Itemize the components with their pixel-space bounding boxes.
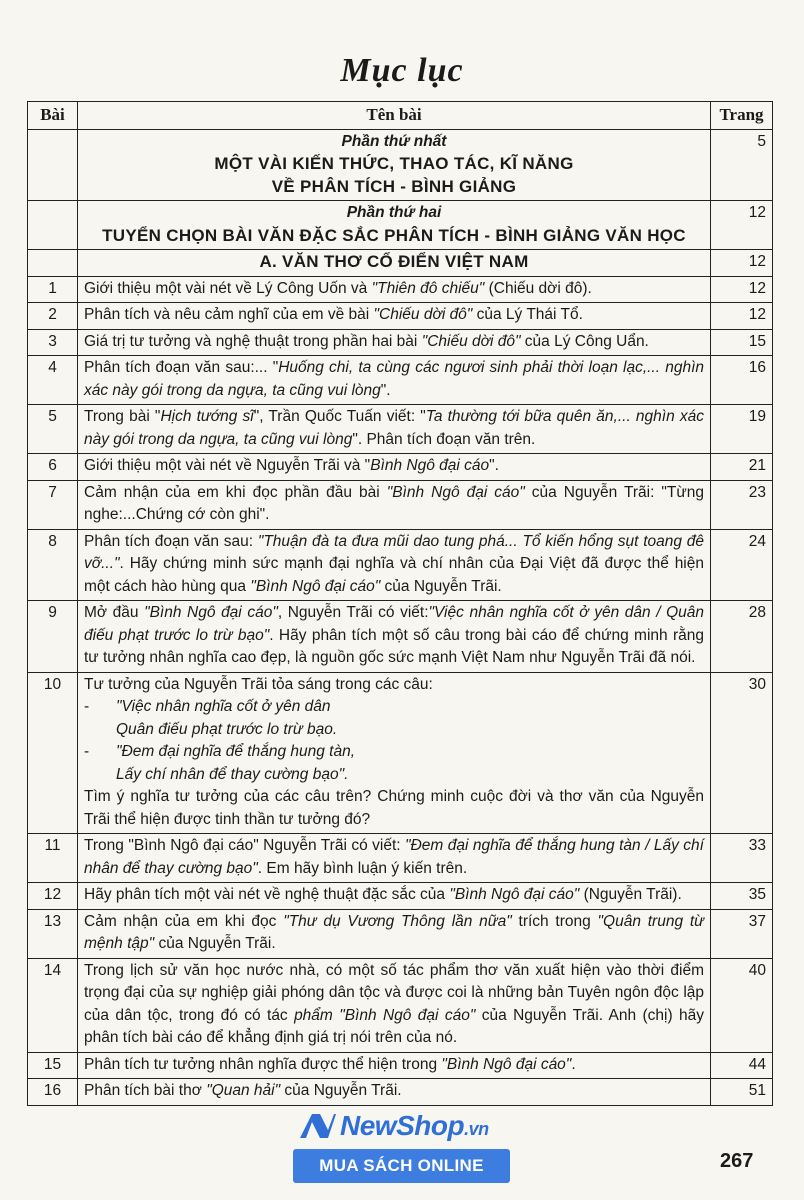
title-text: Trong bài " <box>84 408 161 425</box>
title-quote: "Chiếu dời đô" <box>421 332 521 350</box>
toc-row <box>28 1052 773 1079</box>
title-text: Phân tích đoạn văn sau:... " <box>84 359 279 376</box>
header-num: Bài <box>28 102 78 130</box>
title-text: Phân tích đoạn văn sau: <box>84 532 258 550</box>
section-page: 5 <box>711 129 773 201</box>
section-num <box>28 129 78 201</box>
title-text: Trong "Bình Ngô đại cáo" Nguyễn Trãi có viết: <box>84 837 406 854</box>
lesson-title <box>78 909 711 958</box>
title-quote: Ta thường tới bữa quên ăn,... nghìn xác này gói trong da ngựa, ta cũng vui lòng <box>84 408 704 448</box>
lesson-number: 9 <box>28 601 78 673</box>
title-quote: "Thư dụ Vương Thông lần nữa" <box>283 912 512 930</box>
lesson-number: 5 <box>28 405 78 454</box>
page-title: Mục lục <box>340 52 464 89</box>
title-text: Giới thiệu một vài nét về Nguyễn Trãi và " <box>84 457 371 474</box>
title-quote: "Bình Ngô đại cáo" <box>144 604 278 621</box>
lesson-page: 19 <box>711 405 773 454</box>
lesson-number: 10 <box>28 672 78 834</box>
lesson-number: 1 <box>28 276 78 303</box>
title-text: Phân tích tư tưởng nhân nghĩa được thể hiện trong <box>84 1055 442 1073</box>
title-text: . Hãy phân tích một số câu trong bài cáo để chứng minh rằng tư tưởng nhân nghĩa cao đẹp, là nguồn gốc sức mạnh Việt Nam như Nguyễn Trãi đã nói. <box>84 626 704 666</box>
title-quote: "Việc nhân nghĩa cốt ở yên dân <box>116 698 331 715</box>
title-text: (Nguyễn Trãi). <box>579 886 682 903</box>
lesson-title <box>78 276 711 303</box>
section-page: 12 <box>711 201 773 250</box>
lesson-page: 21 <box>711 454 773 481</box>
section-part-2 <box>78 201 711 250</box>
title-quote: Huống chi, ta cùng các ngươi sinh phải thời loạn lạc,... nghìn xác này gói trong da ngựa, ta cũng vui lòng <box>84 359 704 399</box>
toc-row <box>28 909 773 958</box>
section-heading: MỘT VÀI KIẾN THỨC, THAO TÁC, KĨ NĂNG <box>214 154 574 173</box>
lesson-page: 23 <box>711 480 773 529</box>
title-quote: Hịch tướng sĩ <box>160 408 254 425</box>
toc-row <box>28 883 773 910</box>
title-text: của Nguyễn Trãi. <box>380 577 502 595</box>
title-quote: phẩm "Bình Ngô đại cáo" <box>294 1006 476 1024</box>
lesson-title <box>78 834 711 883</box>
toc-row <box>28 454 773 481</box>
lesson-title <box>78 405 711 454</box>
lesson-page: 16 <box>711 356 773 405</box>
table-of-contents <box>27 101 773 1106</box>
section-row <box>28 201 773 250</box>
lesson-number: 3 <box>28 329 78 356</box>
toc-row <box>28 601 773 673</box>
lesson-page: 40 <box>711 958 773 1052</box>
section-part-label: Phần thứ hai <box>346 204 442 221</box>
section-heading: TUYỂN CHỌN BÀI VĂN ĐẶC SẮC PHÂN TÍCH - BÌNH GIẢNG VĂN HỌC <box>102 225 686 245</box>
section-num <box>28 250 78 277</box>
title-text: ". Phân tích đoạn văn trên. <box>352 430 536 448</box>
toc-row <box>28 405 773 454</box>
lesson-number: 7 <box>28 480 78 529</box>
lesson-number: 4 <box>28 356 78 405</box>
lesson-title <box>78 1052 711 1079</box>
bullet-dash: - <box>84 698 90 715</box>
title-text: của Nguyễn Trãi: "Từng nghe:...Chứng cớ còn ghi". <box>84 483 704 523</box>
title-text: ". <box>380 381 391 399</box>
title-text: Phân tích và nêu cảm nghĩ của em về bài <box>84 306 374 323</box>
title-quote: "Thiên đô chiếu" <box>371 279 485 297</box>
title-quote: "Bình Ngô đại cáo" <box>250 577 381 595</box>
section-row <box>28 129 773 201</box>
title-text: Giới thiệu một vài nét về Lý Công Uốn và <box>84 279 372 297</box>
title-text: (Chiếu dời đô). <box>484 279 592 297</box>
newshop-logo-icon <box>298 1112 336 1140</box>
subsection-heading <box>78 250 711 277</box>
title-text: Tìm ý nghĩa tư tưởng của các câu trên? Chứng minh cuộc đời và thơ văn của Nguyễn Trãi thể hiện được tinh thần tư tưởng đó? <box>84 788 704 828</box>
lesson-title <box>78 454 711 481</box>
title-quote: "Quân trung từ mệnh tập" <box>84 912 704 952</box>
title-text: . Em hãy bình luận ý kiến trên. <box>257 859 468 877</box>
toc-row <box>28 1079 773 1106</box>
lesson-title <box>78 883 711 910</box>
buy-online-button[interactable]: MUA SÁCH ONLINE <box>293 1149 510 1183</box>
toc-row <box>28 329 773 356</box>
lesson-page: 28 <box>711 601 773 673</box>
toc-row <box>28 480 773 529</box>
title-quote: Bình Ngô đại cáo <box>370 457 490 474</box>
lesson-title <box>78 958 711 1052</box>
title-text: ", Trần Quốc Tuấn viết: " <box>253 408 426 425</box>
section-num <box>28 201 78 250</box>
lesson-page: 44 <box>711 1052 773 1079</box>
lesson-page: 35 <box>711 883 773 910</box>
lesson-title <box>78 672 711 834</box>
title-text: của Nguyễn Trãi. <box>280 1082 402 1099</box>
lesson-title <box>78 1079 711 1106</box>
lesson-number: 12 <box>28 883 78 910</box>
toc-row <box>28 356 773 405</box>
title-text: của Nguyễn Trãi. Anh (chị) hãy phân tích bài cáo để khẳng định giá trị nói trên của nó. <box>84 1006 704 1046</box>
title-quote: "Bình Ngô đại cáo" <box>386 483 525 501</box>
bullet-dash: - <box>84 743 90 760</box>
quote-line <box>84 696 704 719</box>
title-text: Hãy phân tích một vài nét về nghệ thuật đặc sắc của <box>84 886 450 903</box>
toc-row <box>28 958 773 1052</box>
lesson-title <box>78 303 711 330</box>
title-quote: "Bình Ngô đại cáo" <box>449 886 580 903</box>
title-quote: Lấy chí nhân để thay cường bạo". <box>116 765 349 783</box>
lesson-number: 6 <box>28 454 78 481</box>
title-text: của Lý Thái Tổ. <box>472 306 583 323</box>
toc-row <box>28 276 773 303</box>
title-quote: "Việc nhân nghĩa cốt ở yên dân / Quân điếu phạt trước lo trừ bạo" <box>84 604 705 644</box>
newshop-watermark-logo <box>298 1108 518 1144</box>
title-text: Trong lịch sử văn học nước nhà, có một số tác phẩm thơ văn xuất hiện vào thời điểm trọng đại của sự nghiệp giải phóng dân tộc và được coi là những bản Tuyên ngôn độc lập của dân tộc, trong đó có tác <box>84 961 704 1024</box>
lesson-number: 15 <box>28 1052 78 1079</box>
toc-row <box>28 834 773 883</box>
lesson-number: 13 <box>28 909 78 958</box>
title-text: Cảm nhận của em khi đọc <box>84 912 284 930</box>
title-text: Giá trị tư tưởng và nghệ thuật trong phần hai bài <box>84 332 422 350</box>
lesson-title <box>78 601 711 673</box>
title-text: . Hãy chứng minh sức mạnh đại nghĩa và chí nhân của Đại Việt đã được thể hiện một cách hào hùng qua <box>84 555 704 595</box>
section-part-1 <box>78 129 711 201</box>
header-row <box>28 102 773 130</box>
lesson-number: 2 <box>28 303 78 330</box>
lesson-number: 14 <box>28 958 78 1052</box>
title-text: , Nguyễn Trãi có viết: <box>277 604 429 621</box>
newshop-brand: NewShop.vn <box>340 1110 489 1141</box>
lesson-page: 37 <box>711 909 773 958</box>
title-text: của Lý Công Uẩn. <box>520 332 649 350</box>
page-number: 267 <box>720 1150 754 1172</box>
lesson-number: 8 <box>28 529 78 601</box>
lesson-number: 16 <box>28 1079 78 1106</box>
toc-row <box>28 303 773 330</box>
lesson-page: 30 <box>711 672 773 834</box>
title-text: Cảm nhận của em khi đọc phần đầu bài <box>84 483 387 501</box>
lesson-page: 15 <box>711 329 773 356</box>
title-text: Phân tích bài thơ <box>84 1082 207 1099</box>
header-page: Trang <box>711 102 773 130</box>
quote-line <box>84 741 704 764</box>
lesson-page: 12 <box>711 303 773 330</box>
section-row <box>28 250 773 277</box>
title-text: trích trong <box>511 912 598 930</box>
title-quote: "Thuận đà ta đưa mũi dao tung phá... Tổ kiến hổng sụt toang đê vỡ..." <box>84 532 704 572</box>
lesson-title <box>78 480 711 529</box>
lesson-page: 12 <box>711 276 773 303</box>
title-text: Mở đầu <box>84 604 145 621</box>
lesson-title <box>78 356 711 405</box>
title-quote: "Đem đại nghĩa để thắng hung tàn, <box>116 743 356 760</box>
toc-row <box>28 529 773 601</box>
title-quote: "Quan hải" <box>206 1082 281 1099</box>
lesson-title <box>78 529 711 601</box>
lesson-page: 33 <box>711 834 773 883</box>
title-quote: Quân điếu phạt trước lo trừ bạo. <box>116 720 338 738</box>
lesson-page: 24 <box>711 529 773 601</box>
lesson-page: 51 <box>711 1079 773 1106</box>
title-quote: "Chiếu dời đô" <box>373 306 473 323</box>
title-text: ". <box>489 457 499 474</box>
section-page: 12 <box>711 250 773 277</box>
title-text: Tư tưởng của Nguyễn Trãi tỏa sáng trong các câu: <box>84 675 433 693</box>
header-title: Tên bài <box>78 102 711 130</box>
section-part-label: Phần thứ nhất <box>341 132 447 150</box>
title-text: của Nguyễn Trãi. <box>154 935 276 952</box>
subsection-title: A. VĂN THƠ CỔ ĐIỂN VIỆT NAM <box>259 252 529 271</box>
lesson-number: 11 <box>28 834 78 883</box>
toc-row <box>28 672 773 834</box>
title-quote: "Đem đại nghĩa để thắng hung tàn / Lấy chí nhân để thay cường bạo" <box>84 837 704 877</box>
title-text: . <box>571 1055 576 1073</box>
section-heading: VỀ PHÂN TÍCH - BÌNH GIẢNG <box>271 176 517 196</box>
lesson-title <box>78 329 711 356</box>
title-quote: "Bình Ngô đại cáo" <box>441 1055 572 1073</box>
